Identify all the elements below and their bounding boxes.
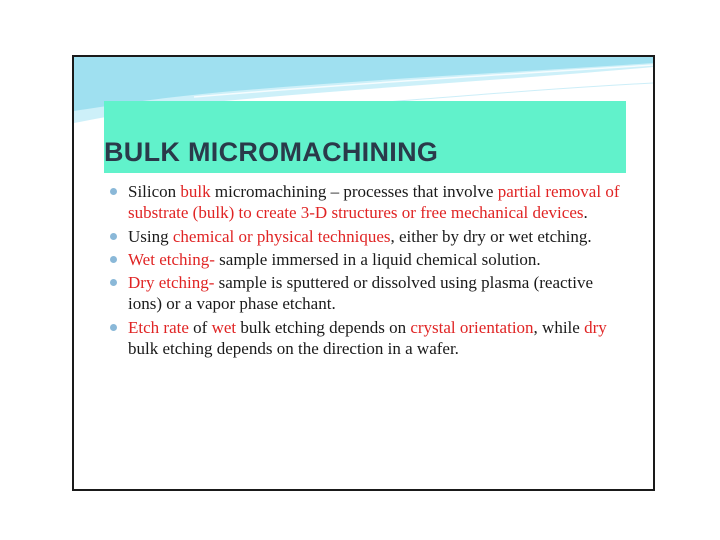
- bullet-text: bulk etching depends on the direction in a wafer.: [128, 339, 459, 359]
- bullet-list: [108, 181, 628, 361]
- bullet-item: [108, 317, 628, 360]
- highlighted-text: crystal orientation: [410, 317, 534, 337]
- bullet-item: [108, 272, 628, 315]
- highlighted-text: bulk: [180, 182, 211, 201]
- bullet-text: sample is sputtered or dissolved using plasma (reactive ions) or a vapor phase etchant.: [128, 273, 594, 314]
- highlighted-text: Etch rate: [128, 317, 189, 337]
- bullet-text: sample immersed in a liquid chemical solution.: [214, 249, 541, 269]
- bullet-text: , either by dry or wet etching.: [390, 226, 592, 246]
- slide-title: BULK MICROMACHINING: [104, 137, 439, 167]
- bullet-text: micromachining – processes that involve: [210, 182, 498, 201]
- highlighted-text: dry: [584, 317, 607, 337]
- bullet-item: [108, 181, 628, 224]
- highlighted-text: chemical or physical techniques: [172, 226, 391, 246]
- bullet-text: of: [188, 317, 212, 337]
- bullet-text: Using: [128, 226, 173, 246]
- highlighted-text: Dry etching-: [128, 273, 215, 293]
- bullet-item: [108, 226, 628, 247]
- highlighted-text: Wet etching-: [128, 249, 215, 269]
- bullet-text: Silicon: [128, 182, 181, 201]
- bullet-text: , while: [533, 317, 585, 337]
- bullet-text: .: [583, 203, 588, 223]
- bullet-item: [108, 249, 628, 270]
- slide: [72, 55, 655, 491]
- highlighted-text: wet: [211, 317, 237, 337]
- bullet-text: bulk etching depends on: [236, 317, 411, 337]
- highlighted-text: partial removal of substrate (bulk) to create 3-D structures or free mechanical devices: [128, 182, 620, 223]
